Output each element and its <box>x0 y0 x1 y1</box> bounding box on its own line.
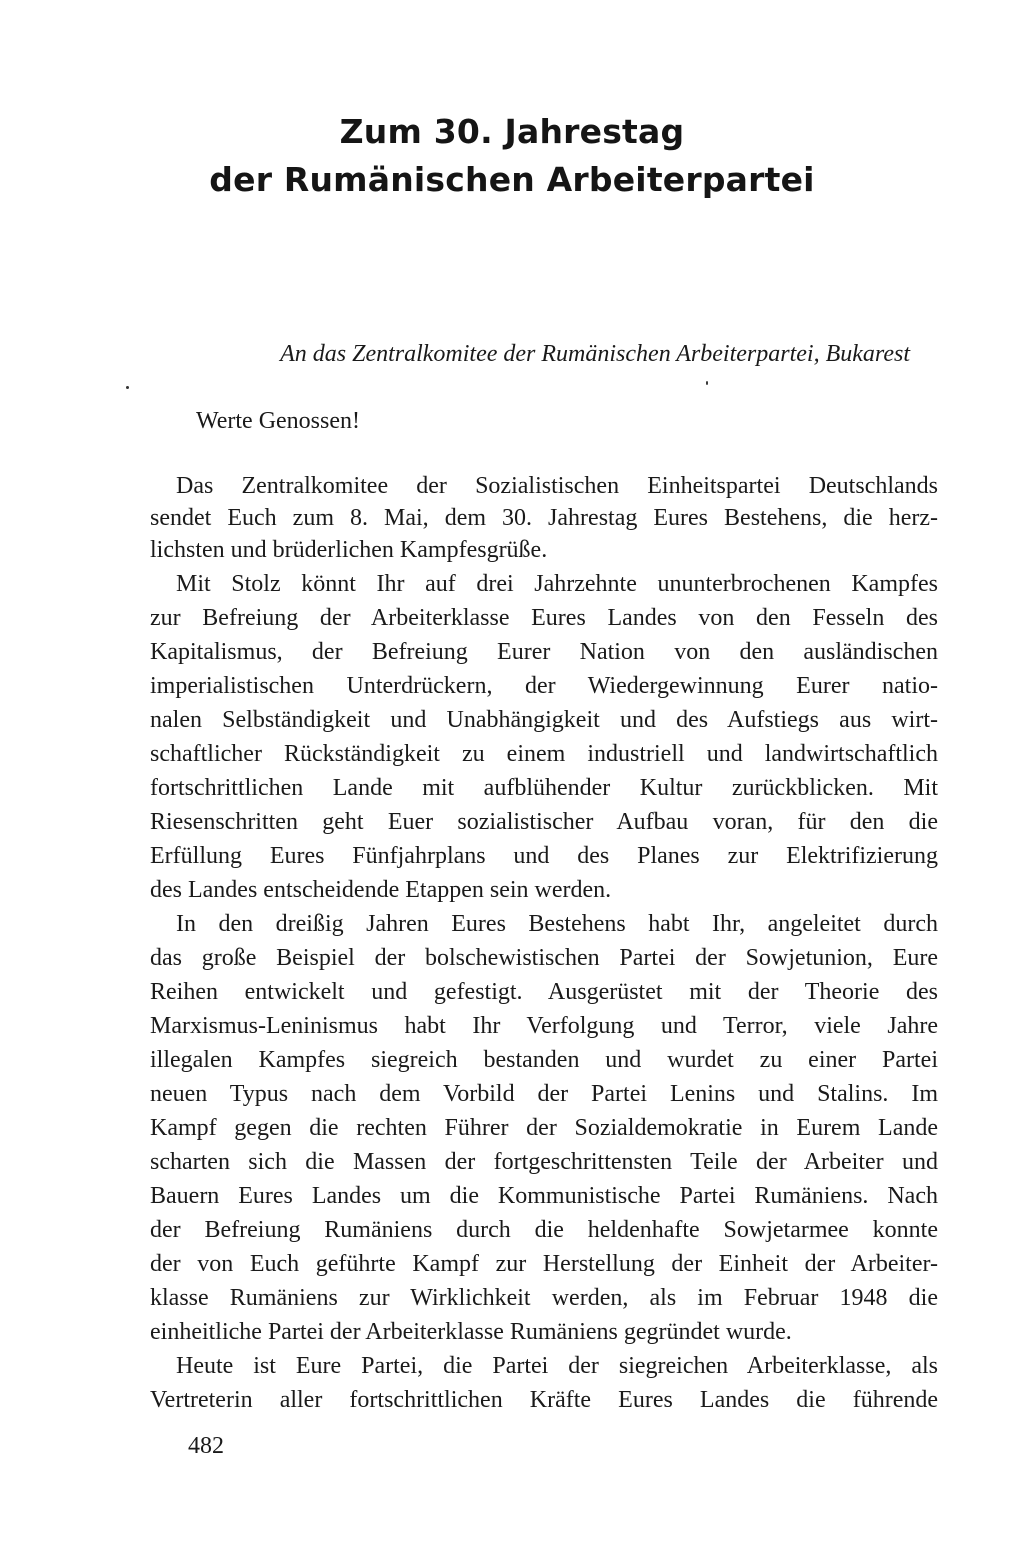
title-line-1: Zum 30. Jahrestag <box>339 112 685 151</box>
body-line: Heute ist Eure Partei, die Partei der siegreichen Arbeiterklasse, als <box>176 1353 938 1379</box>
body-line: In den dreißig Jahren Eures Bestehens habt Ihr, angeleitet durch <box>176 911 938 937</box>
body-line: Mit Stolz könnt Ihr auf drei Jahrzehnte ununterbrochenen Kampfes <box>176 571 938 597</box>
body-line: der Befreiung Rumäniens durch die heldenhafte Sowjetarmee konnte <box>150 1217 938 1243</box>
body-line: der von Euch geführte Kampf zur Herstellung der Einheit der Arbeiter- <box>150 1251 938 1277</box>
addressee-line: An das Zentralkomitee der Rumänischen Arbeiterpartei, Bukarest <box>280 341 910 367</box>
body-line: illegalen Kampfes siegreich bestanden und wurdet zu einer Partei <box>150 1047 938 1073</box>
salutation: Werte Genossen! <box>196 408 361 434</box>
scan-speck <box>126 386 129 389</box>
body-line: Erfüllung Eures Fünfjahrplans und des Planes zur Elektrifizierung <box>150 843 938 869</box>
scan-speck <box>706 381 708 385</box>
body-line: nalen Selbständigkeit und Unabhängigkeit und des Aufstiegs aus wirt- <box>150 707 938 733</box>
body-line: Riesenschritten geht Euer sozialistischer Aufbau voran, für den die <box>150 809 938 835</box>
body-line: zur Befreiung der Arbeiterklasse Eures Landes von den Fesseln des <box>150 605 938 631</box>
body-line: Kampf gegen die rechten Führer der Sozialdemokratie in Eurem Lande <box>150 1115 938 1141</box>
body-line: Kapitalismus, der Befreiung Eurer Nation von den ausländischen <box>150 639 938 665</box>
body-line: neuen Typus nach dem Vorbild der Partei Lenins und Stalins. Im <box>150 1081 938 1107</box>
body-line: Das Zentralkomitee der Sozialistischen Einheitspartei Deutschlands <box>176 473 938 499</box>
body-line: einheitliche Partei der Arbeiterklasse Rumäniens gegründet wurde. <box>150 1319 792 1345</box>
page-number: 482 <box>188 1433 224 1459</box>
body-line: Reihen entwickelt und gefestigt. Ausgerüstet mit der Theorie des <box>150 979 938 1005</box>
body-line: scharten sich die Massen der fortgeschrittensten Teile der Arbeiter und <box>150 1149 938 1175</box>
body-line: des Landes entscheidende Etappen sein werden. <box>150 877 612 903</box>
body-line: Marxismus-Leninismus habt Ihr Verfolgung und Terror, viele Jahre <box>150 1013 938 1039</box>
body-line: imperialistischen Unterdrückern, der Wiedergewinnung Eurer natio- <box>150 673 938 699</box>
body-line: sendet Euch zum 8. Mai, dem 30. Jahrestag Eures Bestehens, die herz- <box>150 505 938 531</box>
body-line: lichsten und brüderlichen Kampfesgrüße. <box>150 537 548 563</box>
body-line: fortschrittlichen Lande mit aufblühender Kultur zurückblicken. Mit <box>150 775 938 801</box>
body-line: das große Beispiel der bolschewistischen Partei der Sowjetunion, Eure <box>150 945 938 971</box>
body-line: klasse Rumäniens zur Wirklichkeit werden, als im Februar 1948 die <box>150 1285 938 1311</box>
title-line-2: der Rumänischen Arbeiterpartei <box>209 160 815 199</box>
body-line: Bauern Eures Landes um die Kommunistische Partei Rumäniens. Nach <box>150 1183 938 1209</box>
page-title <box>0 108 1024 204</box>
body-line: Vertreterin aller fortschrittlichen Kräfte Eures Landes die führende <box>150 1387 938 1413</box>
body-line: schaftlicher Rückständigkeit zu einem industriell und landwirtschaftlich <box>150 741 938 767</box>
